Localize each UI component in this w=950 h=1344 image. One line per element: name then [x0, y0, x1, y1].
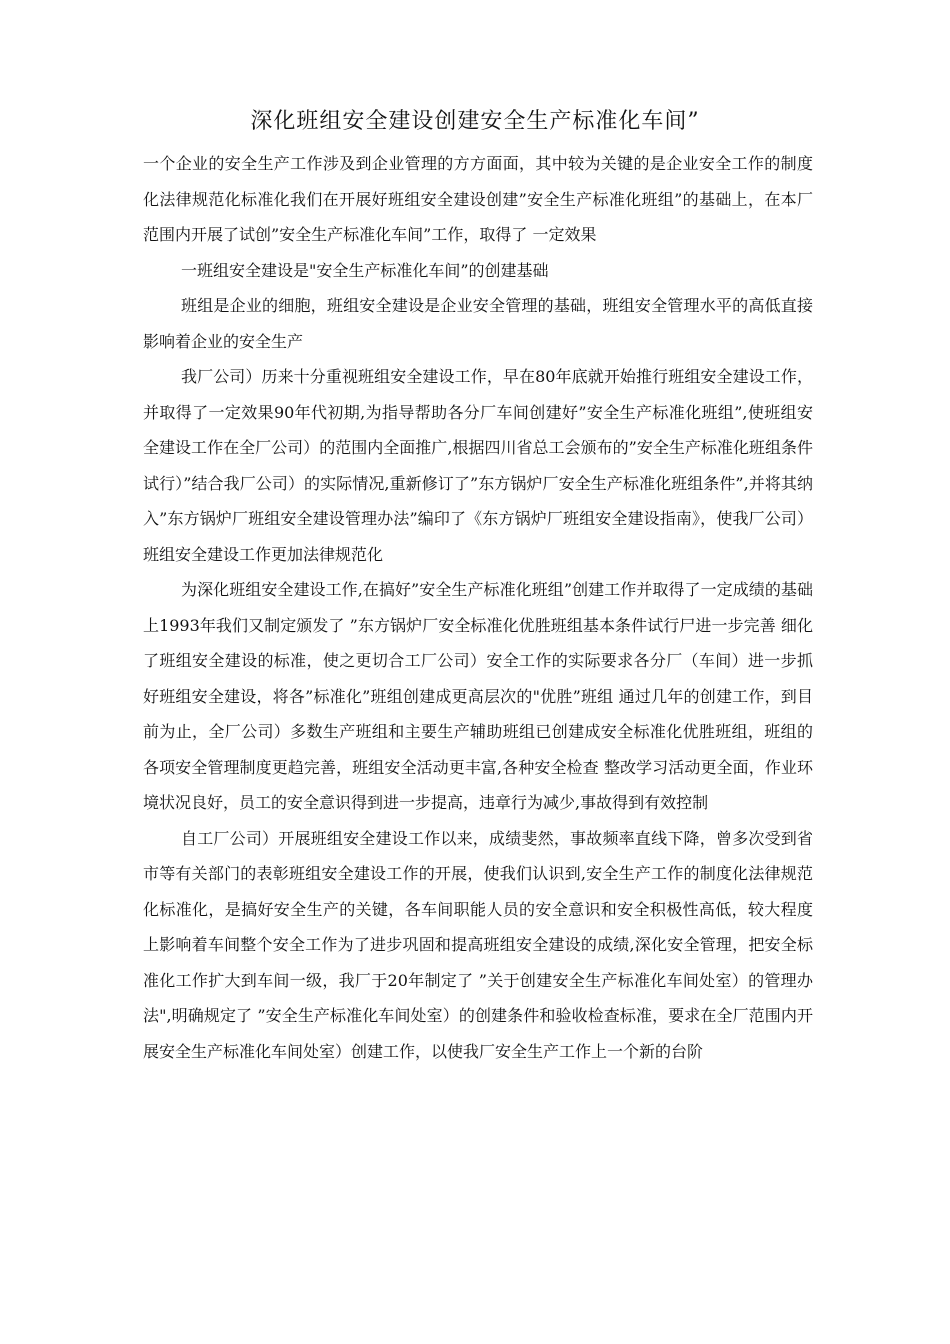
paragraph-history: 我厂公司）历来十分重视班组安全建设工作，早在80年底就开始推行班组安全建设工作，并取得了一定效果90年代初期,为指导帮助各分厂车间创建好”安全生产标准化班组”,使班组安全建设工作在全厂公司）的范围内全面推广,根据四川省总工会颁布的”安全生产标准化班组条件试行）”结合我厂公司）的实际情况,重新修订了”东方锅炉厂安全生产标准化班组条件”,并将其纳入”东方锅炉厂班组安全建设管理办法”编印了《东方锅炉厂班组安全建设指南》，使我厂公司）班组安全建设工作更加法律规范化 [143, 367, 813, 564]
document-title: 深化班组安全建设创建安全生产标准化车间” [250, 109, 700, 134]
document-body [143, 146, 813, 1069]
paragraph-intro: 一个企业的安全生产工作涉及到企业管理的方方面面，其中较为关键的是企业安全工作的制度化法律规范化标准化我们在开展好班组安全建设创建”安全生产标准化班组”的基础上，在本厂范围内开展了试创”安全生产标准化车间”工作，取得了 一定效果 [143, 154, 813, 244]
paragraph-team-basis: 班组是企业的细胞，班组安全建设是企业安全管理的基础，班组安全管理水平的高低直接影响着企业的安全生产 [143, 296, 813, 351]
section-heading: 一班组安全建设是"安全生产标准化车间”的创建基础 [181, 260, 549, 280]
paragraph-deepening: 为深化班组安全建设工作,在搞好”安全生产标准化班组”创建工作并取得了一定成绩的基础上1993年我们又制定颁发了 ”东方锅炉厂安全标准化优胜班组基本条件试行尸进一步完善 细化了班组安全建设的标准，使之更切合工厂公司）安全工作的实际要求各分厂（车间）进一步抓好班组安全建设，将各”标准化”班组创建成更高层次的"优胜”班组 通过几年的创建工作，到目前为止，全厂公司）多数生产班组和主要生产辅助班组已创建成安全标准化优胜班组，班组的各项安全管理制度更趋完善，班组安全活动更丰富,各种安全检查 整改学习活动更全面，作业环境状况良好，员工的安全意识得到进一步提高，违章行为减少,事故得到有效控制 [143, 580, 813, 812]
paragraph-results: 自工厂公司）开展班组安全建设工作以来，成绩斐然，事故频率直线下降，曾多次受到省市等有关部门的表彰班组安全建设工作的开展，使我们认识到,安全生产工作的制度化法律规范化标准化，是搞好安全生产的关键，各车间职能人员的安全意识和安全积极性高低，较大程度上影响着车间整个安全工作为了进步巩固和提高班组安全建设的成绩,深化安全管理，把安全标准化工作扩大到车间一级，我厂于20年制定了 ”关于创建安全生产标准化车间处室）的管理办法",明确规定了 ”安全生产标准化车间处室）的创建条件和验收检查标准，要求在全厂范围内开展安全生产标准化车间处室）创建工作，以使我厂安全生产工作上一个新的台阶 [143, 828, 813, 1061]
